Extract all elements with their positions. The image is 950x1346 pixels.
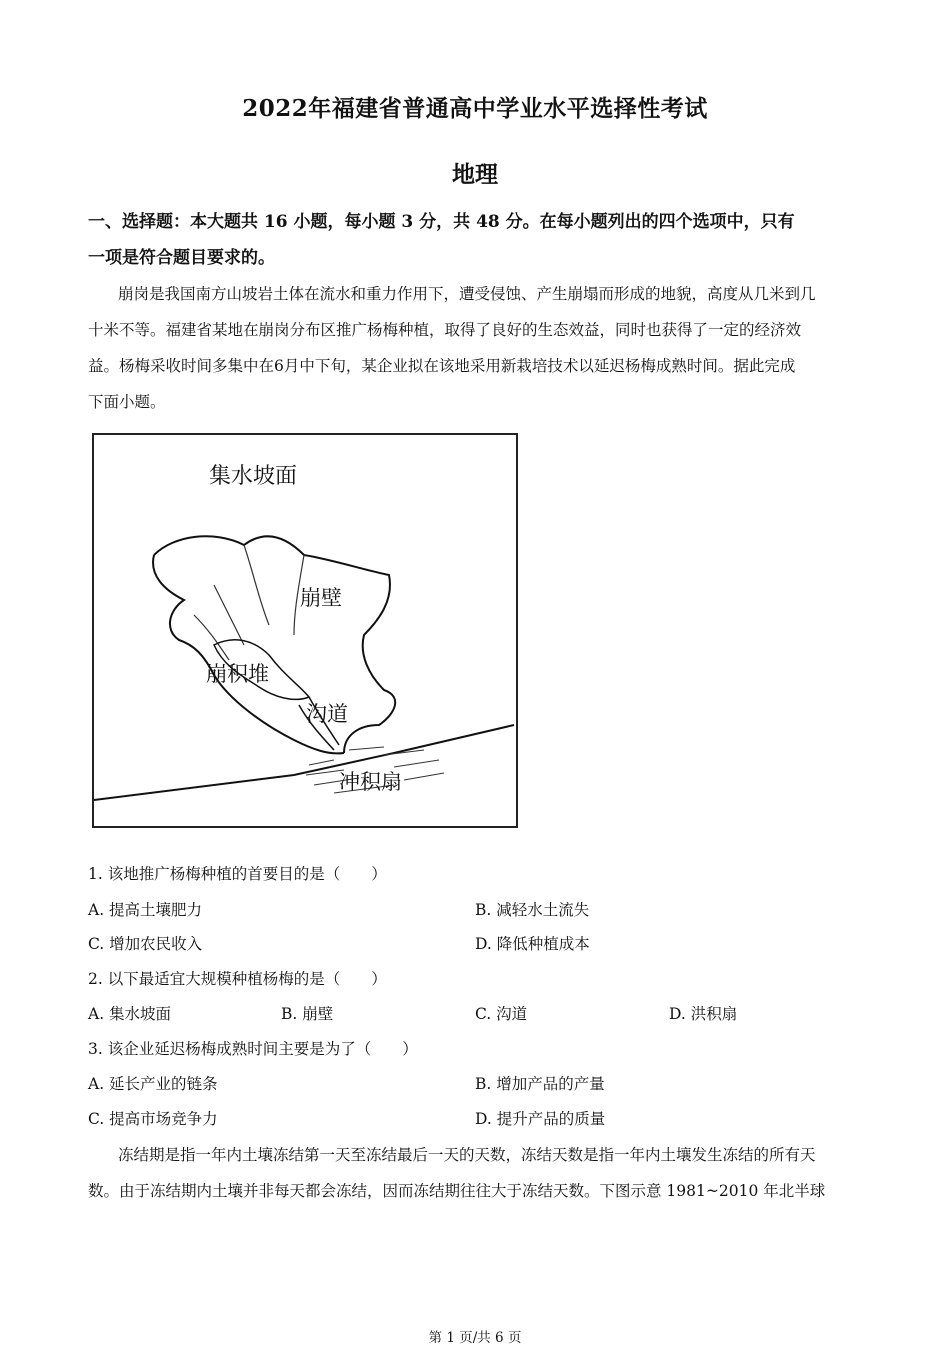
landform-figure	[92, 433, 518, 828]
q1-option-c[interactable]: C. 增加农民收入	[88, 935, 203, 953]
label-fan: 冲积扇	[339, 770, 402, 794]
label-wall: 崩壁	[300, 586, 342, 610]
question-1-stem: 1. 该地推广杨梅种植的首要目的是（ ）	[88, 865, 387, 883]
q3-option-d[interactable]: D. 提升产品的质量	[475, 1110, 606, 1128]
passage-line: 冻结期是指一年内土壤冻结第一天至冻结最后一天的天数，冻结天数是指一年内土壤发生冻结的所有天	[118, 1146, 816, 1164]
passage-line: 崩岗是我国南方山坡岩土体在流水和重力作用下，遭受侵蚀、产生崩塌而形成的地貌，高度从几米到几	[118, 285, 816, 303]
passage-line: 益。杨梅采收时间多集中在6月中下旬，某企业拟在该地采用新栽培技术以延迟杨梅成熟时间。据此完成	[88, 357, 796, 375]
exam-title: 2022年福建省普通高中学业水平选择性考试	[242, 95, 708, 122]
question-2-stem: 2. 以下最适宜大规模种植杨梅的是（ ）	[88, 970, 387, 988]
q1-option-d[interactable]: D. 降低种植成本	[475, 935, 590, 953]
label-catchment: 集水坡面	[209, 464, 298, 489]
q2-option-a[interactable]: A. 集水坡面	[88, 1005, 172, 1023]
q2-option-c[interactable]: C. 沟道	[475, 1005, 528, 1023]
q3-option-b[interactable]: B. 增加产品的产量	[475, 1075, 605, 1093]
page-footer: 第 1 页/共 6 页	[428, 1330, 522, 1346]
q2-option-b[interactable]: B. 崩壁	[281, 1005, 334, 1023]
q3-option-c[interactable]: C. 提高市场竞争力	[88, 1110, 218, 1128]
passage-line: 十米不等。福建省某地在崩岗分布区推广杨梅种植，取得了良好的生态效益，同时也获得了一定的经济效	[88, 321, 802, 339]
q1-option-b[interactable]: B. 减轻水土流失	[475, 901, 590, 919]
subject-title: 地理	[452, 161, 498, 188]
passage-1	[88, 276, 860, 420]
landform-sketch	[94, 435, 516, 826]
label-gully: 沟道	[306, 702, 348, 726]
question-3-stem: 3. 该企业延迟杨梅成熟时间主要是为了（ ）	[88, 1040, 418, 1058]
passage-line: 下面小题。	[88, 393, 166, 411]
q1-option-a[interactable]: A. 提高土壤肥力	[88, 901, 203, 919]
section-heading-line2: 一项是符合题目要求的。	[88, 248, 275, 268]
label-colluvium: 崩积堆	[206, 662, 269, 686]
q3-option-a[interactable]: A. 延长产业的链条	[88, 1075, 218, 1093]
passage-2	[88, 1137, 860, 1209]
q2-option-d[interactable]: D. 洪积扇	[669, 1005, 738, 1023]
passage-line: 数。由于冻结期内土壤并非每天都会冻结，因而冻结期往往大于冻结天数。下图示意 1981~2010 年北半球	[88, 1182, 826, 1200]
section-heading-line1: 一、选择题：本大题共 16 小题，每小题 3 分，共 48 分。在每小题列出的四个选项中，只有	[88, 212, 795, 232]
